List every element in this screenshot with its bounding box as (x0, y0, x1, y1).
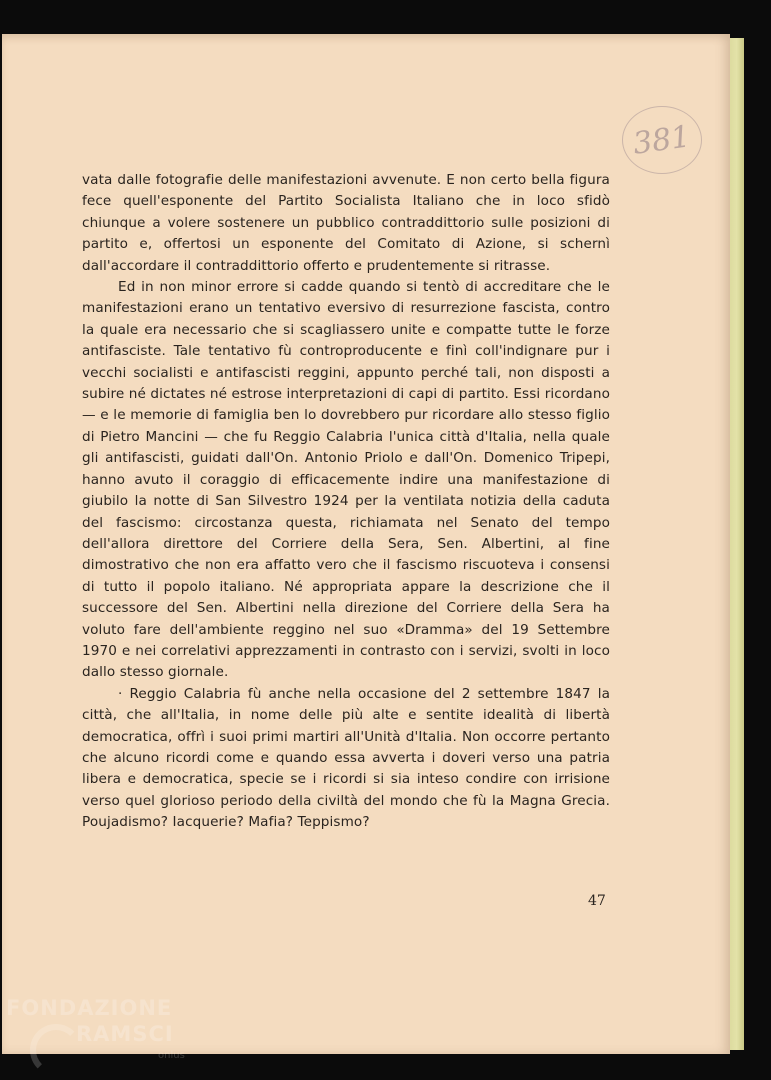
fondazione-gramsci-watermark (6, 996, 206, 1076)
paragraph-2: Ed in non minor errore si cadde quando si tentò di accreditare che le manifestazioni erano un tentativo eversivo di resurrezione fascista, contro la quale era necessario che si scagliassero unite e compatte tutte le forze antifasciste. Tale tentativo fù controproducente e finì coll'indignare pur i vecchi socialisti e antifascisti reggini, appunto perché tali, non disposti a subire né dictates né estrose interpretazioni di capi di partito. Essi ricordano — e le memorie di famiglia ben lo dovrebbero pur ricordare allo stesso figlio di Pietro Mancini — che fu Reggio Calabria l'unica città d'Italia, nella quale gli antifascisti, guidati dall'On. Antonio Priolo e dall'On. Domenico Tripepi, hanno avuto il coraggio di efficacemente indire una manifestazione di giubilo la notte di San Silvestro 1924 per la ventilata notizia della caduta del fascismo: circostanza questa, richiamata nel Senato del tempo dell'allora direttore del Corriere della Sera, Sen. Albertini, al fine dimostrativo che non era affatto vero che il fascismo riscuoteva i consensi di tutto il popolo italiano. Né appropriata appare la descrizione che il successore del Sen. Albertini nella direzione del Corriere della Sera ha voluto fare dell'ambiente reggino nel suo «Dramma» del 19 Settembre 1970 e nei correlativi apprezzamenti in contrasto con i servizi, svolti in loco dallo stesso giornale. (82, 279, 610, 681)
watermark-logo-arc (30, 1024, 82, 1076)
paragraph-1: vata dalle fotografie delle manifestazioni avvenute. E non certo bella figura fece quell'esponente del Partito Socialista Italiano che in loco sfidò chiunque a volere sostenere un pubblico contraddittorio sulle posizioni di partito e, offertosi un esponente del Comitato di Azione, si schernì dall'accordare il contraddittorio offerto e prudentemente si ritrasse. (82, 172, 610, 274)
page-number: 47 (588, 893, 606, 909)
paragraph-3: · Reggio Calabria fù anche nella occasione del 2 settembre 1847 la città, che all'Italia, in nome delle più alte e sentite idealità di libertà democratica, offrì i suoi primi martiri all'Unità d'Italia. Non occorre pertanto che alcuno ricordi come e quando essa avverta i doveri verso una patria libera e democratica, specie se i ricordi si sia inteso condire con irrisione verso quel glorioso periodo della civiltà del mondo che fù la Magna Grecia. Poujadismo? Iacquerie? Mafia? Teppismo? (82, 685, 610, 831)
archive-stamp (622, 106, 702, 174)
watermark-line-3: onlus (158, 1050, 185, 1061)
watermark-line-2: RAMSCI (76, 1022, 174, 1046)
body-text (82, 170, 610, 834)
watermark-line-1: FONDAZIONE (6, 996, 173, 1020)
stamp-number: 381 (631, 118, 693, 162)
